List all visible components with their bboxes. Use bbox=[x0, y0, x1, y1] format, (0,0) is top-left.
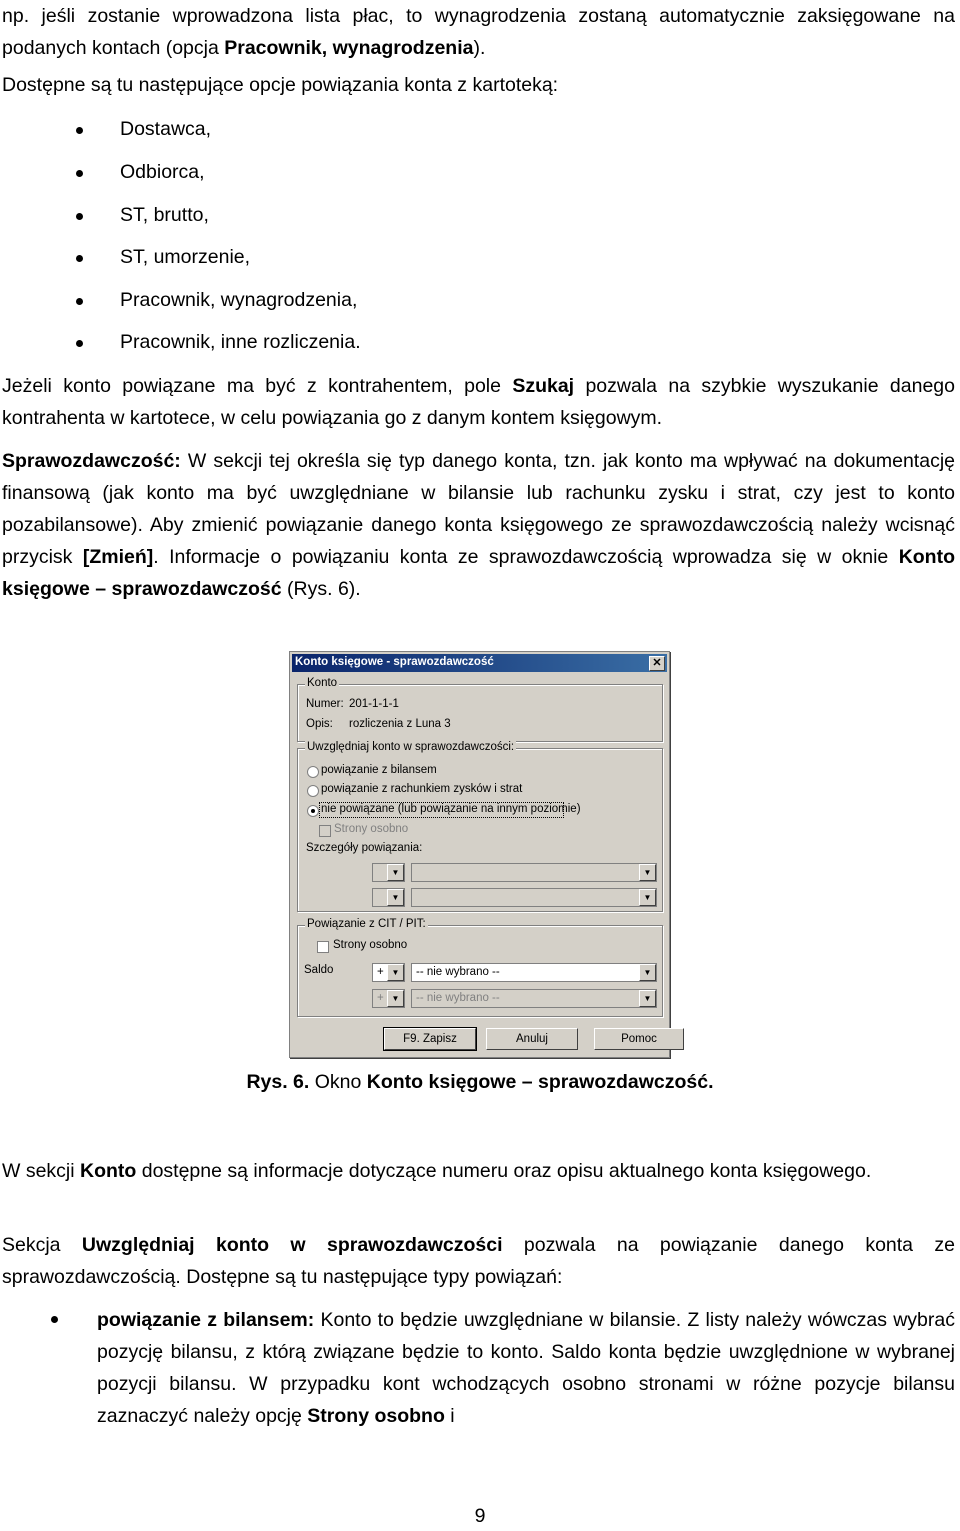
uwzgledniaj-group-label: Uwzględniaj konto w sprawozdawczości: bbox=[307, 741, 515, 753]
sekcja-text: Sekcja bbox=[2, 1234, 82, 1256]
second-sign-value: + bbox=[377, 992, 384, 1004]
radio-rachunek[interactable] bbox=[307, 785, 319, 797]
sekcja-bold: Uwzględniaj konto w sprawozdawczości bbox=[81, 1234, 503, 1256]
konto-paragraph bbox=[2, 1155, 955, 1187]
spraw-text-2: . Informacje o powiązaniu konta ze sprawozdawczością wprowadza się w oknie bbox=[153, 546, 899, 568]
saldo-select[interactable] bbox=[411, 963, 657, 982]
list-item: Dostawca, bbox=[120, 118, 212, 140]
window-name-bold: Konto księgowe – sprawozdawczość bbox=[2, 546, 955, 600]
saldo-sign-select[interactable] bbox=[372, 963, 405, 982]
second-sign-select[interactable] bbox=[372, 989, 405, 1008]
bilans-text-end: i bbox=[444, 1405, 455, 1427]
bullet-icon bbox=[51, 1316, 58, 1323]
spraw-text-end: (Rys. 6). bbox=[281, 578, 361, 600]
saldo-label: Saldo bbox=[304, 964, 334, 976]
szukaj-paragraph bbox=[2, 370, 955, 434]
page-number: 9 bbox=[474, 1505, 486, 1527]
cit-pit-group-label: Powiązanie z CIT / PIT: bbox=[307, 918, 426, 930]
sprawozdawczosc-heading: Sprawozdawczość: bbox=[2, 450, 181, 472]
caption-window-name: Konto księgowe – sprawozdawczość. bbox=[366, 1071, 714, 1093]
strony-osobno-bold: Strony osobno bbox=[307, 1405, 445, 1427]
radio-bilans[interactable] bbox=[307, 766, 319, 778]
intro-option-bold: Pracownik, wynagrodzenia bbox=[224, 37, 474, 59]
caption-text: Okno bbox=[309, 1071, 367, 1093]
konto-text: W sekcji bbox=[2, 1160, 80, 1182]
close-icon[interactable]: ✕ bbox=[649, 656, 665, 671]
cancel-button[interactable]: Anuluj bbox=[486, 1028, 578, 1050]
list-item: Pracownik, inne rozliczenia. bbox=[120, 331, 361, 353]
numer-value: 201-1-1-1 bbox=[349, 698, 399, 710]
list-item: Pracownik, wynagrodzenia, bbox=[120, 289, 358, 311]
caption-number: Rys. 6. bbox=[246, 1071, 310, 1093]
bullet-icon bbox=[76, 127, 83, 134]
chevron-down-icon: ▼ bbox=[639, 964, 656, 981]
bullet-icon bbox=[76, 170, 83, 177]
radio-nie-powiazane-label[interactable]: nie powiązane (lub powiązanie na innym poziomie) bbox=[321, 803, 581, 815]
konto-bold: Konto bbox=[80, 1160, 137, 1182]
bullet-icon bbox=[76, 340, 83, 347]
konto-group bbox=[297, 677, 663, 742]
intro-paragraph bbox=[2, 0, 955, 64]
sekcja-text-end: pozwala na powiązanie danego konta ze sprawozdawczością. Dostępne są tu następujące typy powiązań: bbox=[2, 1234, 955, 1288]
saldo-sign-value: + bbox=[377, 966, 384, 978]
options-heading: Dostępne są tu następujące opcje powiązania konta z kartoteką: bbox=[2, 74, 559, 96]
numer-label: Numer: bbox=[306, 698, 344, 710]
strony-osobno-label: Strony osobno bbox=[334, 823, 409, 835]
sprawozdawczosc-paragraph bbox=[2, 445, 955, 605]
szukaj-bold: Szukaj bbox=[512, 375, 575, 397]
szukaj-text: Jeżeli konto powiązane ma być z kontrahentem, pole bbox=[2, 375, 513, 397]
bullet-icon bbox=[76, 213, 83, 220]
intro-text-end: ). bbox=[473, 37, 486, 59]
konto-sprawozdawczosc-dialog bbox=[289, 651, 670, 1058]
szczegoly-sign-select-2[interactable] bbox=[372, 888, 405, 907]
list-item: Odbiorca, bbox=[120, 161, 205, 183]
sekcja-paragraph bbox=[2, 1229, 955, 1293]
strony-osobno-checkbox[interactable] bbox=[319, 825, 331, 837]
figure-caption bbox=[0, 1071, 960, 1094]
second-select-value: -- nie wybrano -- bbox=[416, 992, 500, 1004]
opis-label: Opis: bbox=[306, 718, 333, 730]
konto-group-label: Konto bbox=[307, 677, 338, 689]
chevron-down-icon: ▼ bbox=[387, 990, 404, 1007]
bullet-icon bbox=[76, 255, 83, 262]
radio-nie-powiazane[interactable] bbox=[307, 805, 319, 817]
radio-rachunek-label[interactable]: powiązanie z rachunkiem zysków i strat bbox=[321, 783, 523, 795]
dialog-title-bar bbox=[292, 654, 667, 672]
intro-text: np. jeśli zostanie wprowadzona lista płac, to wynagrodzenia zostaną automatycznie zaksięgowane na podanych kontach (opcja bbox=[2, 5, 955, 59]
radio-bilans-label[interactable]: powiązanie z bilansem bbox=[321, 764, 437, 776]
saldo-select-value: -- nie wybrano -- bbox=[416, 966, 500, 978]
bilans-list-item bbox=[97, 1304, 955, 1432]
spraw-text: W sekcji tej określa się typ danego konta, tzn. jak konto ma wpływać na dokumentację finansową (jak konto ma być uwzględniane w bilansie lub rachunku zysku i strat, czy jest to konto pozabilansowe). Aby zmienić powiązanie danego konta księgowego ze sprawozdawczością należy wcisnąć przycisk bbox=[2, 450, 955, 568]
list-item: ST, brutto, bbox=[120, 204, 209, 226]
chevron-down-icon: ▼ bbox=[639, 864, 656, 881]
konto-text-end: dostępne są informacje dotyczące numeru oraz opisu aktualnego konta księgowego. bbox=[136, 1160, 872, 1182]
szukaj-text-end: pozwala na szybkie wyszukanie danego kontrahenta w kartotece, w celu powiązania go z danym kontem księgowym. bbox=[2, 375, 955, 429]
help-button[interactable]: Pomoc bbox=[594, 1028, 684, 1050]
szczegoly-select-1[interactable] bbox=[411, 863, 657, 882]
bilans-text: Konto to będzie uwzględniane w bilansie. Z listy należy wówczas wybrać pozycję bilansu, z którą związane będzie to konto. Saldo konta będzie uwzględnione w wybranej pozycji bilansu. W przypadku kont wchodzących osobno stronami w różne pozycje bilansu zaznaczyć należy opcję bbox=[97, 1309, 955, 1427]
szczegoly-select-2[interactable] bbox=[411, 888, 657, 907]
bilans-bold: powiązanie z bilansem: bbox=[97, 1309, 315, 1331]
cit-strony-osobno-label[interactable]: Strony osobno bbox=[333, 939, 408, 951]
chevron-down-icon: ▼ bbox=[387, 864, 404, 881]
save-button[interactable]: F9. Zapisz bbox=[384, 1028, 476, 1050]
list-item: ST, umorzenie, bbox=[120, 246, 251, 268]
uwzgledniaj-group bbox=[297, 741, 663, 912]
opis-value: rozliczenia z Luna 3 bbox=[349, 718, 451, 730]
chevron-down-icon: ▼ bbox=[639, 889, 656, 906]
chevron-down-icon: ▼ bbox=[639, 990, 656, 1007]
cit-pit-group bbox=[297, 918, 663, 1017]
szczegoly-sign-select-1[interactable] bbox=[372, 863, 405, 882]
bullet-icon bbox=[76, 298, 83, 305]
chevron-down-icon: ▼ bbox=[387, 964, 404, 981]
dialog-title: Konto księgowe - sprawozdawczość bbox=[295, 656, 494, 668]
second-select[interactable] bbox=[411, 989, 657, 1008]
chevron-down-icon: ▼ bbox=[387, 889, 404, 906]
szczegoly-label: Szczegóły powiązania: bbox=[306, 842, 423, 854]
zmien-bold: [Zmień] bbox=[82, 546, 154, 568]
cit-strony-osobno-checkbox[interactable] bbox=[317, 941, 329, 953]
